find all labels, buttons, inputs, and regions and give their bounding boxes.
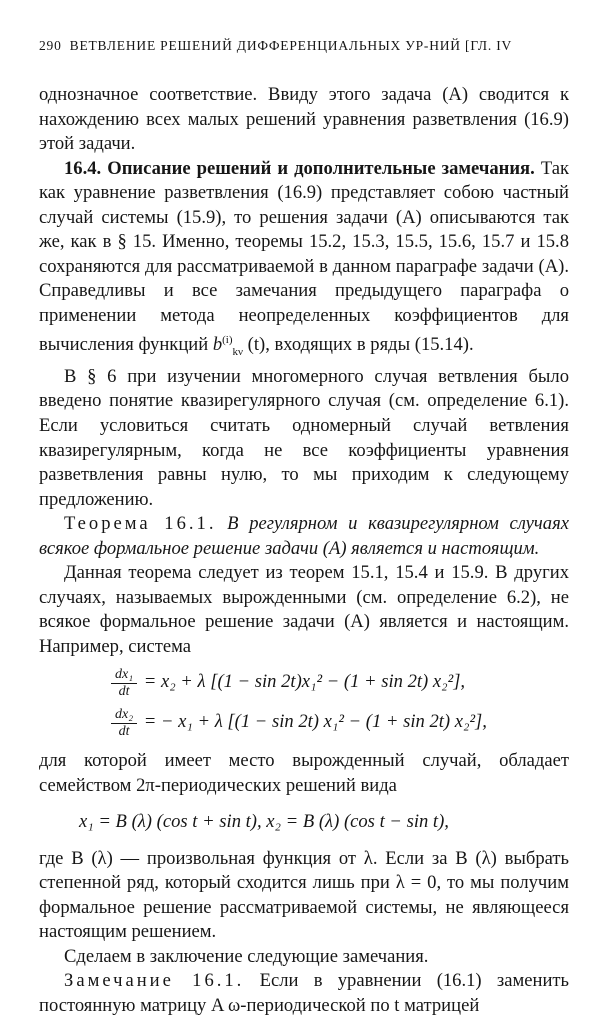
theorem-16-1 (39, 512, 569, 561)
book-page (39, 34, 569, 1018)
equation-3: x₁ = B (λ) (cos t + sin t), x₂ = B (λ) (cos t − sin t), (79, 810, 449, 832)
running-title: ВЕТВЛЕНИЕ РЕШЕНИЙ ДИФФЕРЕНЦИАЛЬНЫХ УР-НИЙ [ГЛ. IV (69, 38, 513, 53)
paragraph-6: где B (λ) — произвольная функция от λ. Если за B (λ) выбрать степенной ряд, который сходится лишь при λ = 0, то мы получим формальное решение рассматриваемой системы, не являющееся настоящим решением. (39, 847, 569, 943)
equation-1 (113, 663, 569, 701)
paragraph-1: однозначное соответствие. Ввиду этого задача (A) сводится к нахождению всех малых решений уравнения разветвления (16.9) этой задачи. (39, 84, 569, 155)
fraction-2 (113, 707, 135, 740)
fraction-1-numerator: dx₁ (115, 666, 134, 682)
function-symbol: b (212, 334, 223, 356)
equation-2 (113, 703, 569, 741)
equation-1-rhs: = x₂ + λ [(1 − sin 2t)x₁² − (1 + sin 2t) x₂²], (143, 671, 466, 693)
function-subscript: kν (232, 346, 244, 359)
paragraph-2 (39, 157, 569, 365)
remark-label: Замечание 16.1. (64, 970, 245, 992)
paragraph-7: Сделаем в заключение следующие замечания. (64, 945, 429, 967)
fraction-1 (113, 667, 135, 700)
equation-2-rhs: = − x₁ + λ [(1 − sin 2t) x₁² − (1 + sin 2t) x₂²], (143, 711, 487, 733)
fraction-2-numerator: dx₂ (115, 706, 134, 722)
theorem-label: Теорема 16.1. (64, 513, 217, 535)
function-superscript: (i) (222, 334, 233, 347)
paragraph-5: для которой имеет место вырожденный случай, обладает семейством 2π-периодических решений вида (39, 750, 569, 797)
paragraph-2-text: Так как уравнение разветвления (16.9) представляет собою частный случай системы (15.9), то решения задачи (A) описываются так же, как в § 15. Именно, теоремы 15.2, 15.3, 15.5, 15.6, 15.7 и 15.8 сохраняются для рассматриваемой в данном параграфе задачи (A). Справедливы и все замечания предыдущего параграфа о применении метода неопределенных коэффициентов для вычисления функций (39, 157, 569, 356)
fraction-1-denominator: dt (118, 683, 130, 699)
theorem-text: В регулярном и квазирегулярном случаях всякое формальное решение задачи (A) является и настоящим. (39, 513, 569, 559)
paragraph-2-tail: (t), входящих в ряды (15.14). (247, 334, 474, 356)
section-heading: 16.4. Описание решений и дополнительные замечания. (64, 157, 535, 179)
paragraph-3: В § 6 при изучении многомерного случая ветвления было введено понятие квазирегулярного случая (см. определение 6.1). Если условиться считать одномерный случай ветвления квазирегулярным, когда не все коэффициенты уравнения разветвления равны нулю, то мы приходим к следующему предложению. (39, 365, 569, 510)
fraction-2-denominator: dt (118, 723, 130, 739)
remark-16-1 (39, 969, 569, 1018)
remark-text: Если в уравнении (16.1) заменить постоянную матрицу A ω-периодической по t матрицей (39, 970, 569, 1016)
running-header (39, 34, 569, 60)
paragraph-4: Данная теорема следует из теорем 15.1, 15.4 и 15.9. В других случаях, называемых вырожденными (см. определение 6.2), не всякое формальное решение задачи (A) является и настоящим. Например, система (39, 562, 569, 657)
page-number: 290 (39, 38, 62, 53)
